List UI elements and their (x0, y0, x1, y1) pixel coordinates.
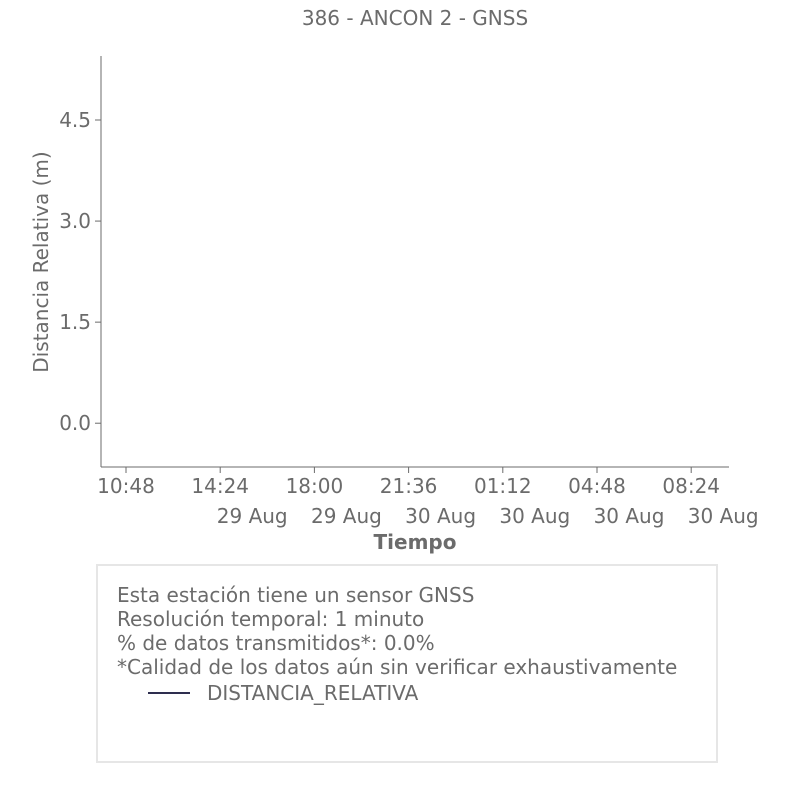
x-tick-label-time: 01:12 (473, 474, 532, 498)
legend-label: DISTANCIA_RELATIVA (207, 681, 419, 705)
x-tick-label-time: 04:48 (568, 474, 626, 498)
x-tick-label-time: 18:00 (285, 474, 344, 498)
info-line-transmitted: % de datos transmitidos*: 0.0% (117, 631, 435, 655)
x-tick-label-time: 21:36 (379, 474, 438, 498)
x-tick-label-date: 30 Aug (687, 504, 759, 528)
y-tick-label: 3.0 (59, 209, 91, 234)
x-axis-label: Tiempo (373, 530, 457, 554)
legend-line-swatch (148, 692, 190, 694)
x-tick-label-time: 10:48 (97, 474, 155, 498)
x-ticks (97, 467, 758, 528)
x-tick-label-date: 29 Aug (310, 504, 382, 528)
x-tick-label-date: 30 Aug (593, 504, 665, 528)
x-tick-label-date: 30 Aug (499, 504, 571, 528)
chart-title: 386 - ANCON 2 - GNSS (301, 6, 529, 30)
legend (148, 681, 418, 705)
y-tick-label: 1.5 (59, 310, 91, 335)
y-axis-label: Distancia Relativa (m) (29, 151, 53, 373)
x-tick-label-time: 14:24 (191, 474, 250, 498)
info-text (117, 583, 677, 679)
info-line-quality: *Calidad de los datos aún sin verificar exhaustivamente (117, 655, 678, 679)
y-tick-label: 4.5 (59, 108, 91, 133)
info-line-sensor: Esta estación tiene un sensor GNSS (117, 583, 475, 607)
x-tick-label-date: 29 Aug (216, 504, 288, 528)
info-line-resolution: Resolución temporal: 1 minuto (117, 607, 425, 631)
y-tick-label: 0.0 (59, 411, 91, 436)
x-tick-label-time: 08:24 (662, 474, 721, 498)
info-box (96, 564, 718, 763)
y-ticks (59, 108, 101, 435)
x-tick-label-date: 30 Aug (405, 504, 477, 528)
